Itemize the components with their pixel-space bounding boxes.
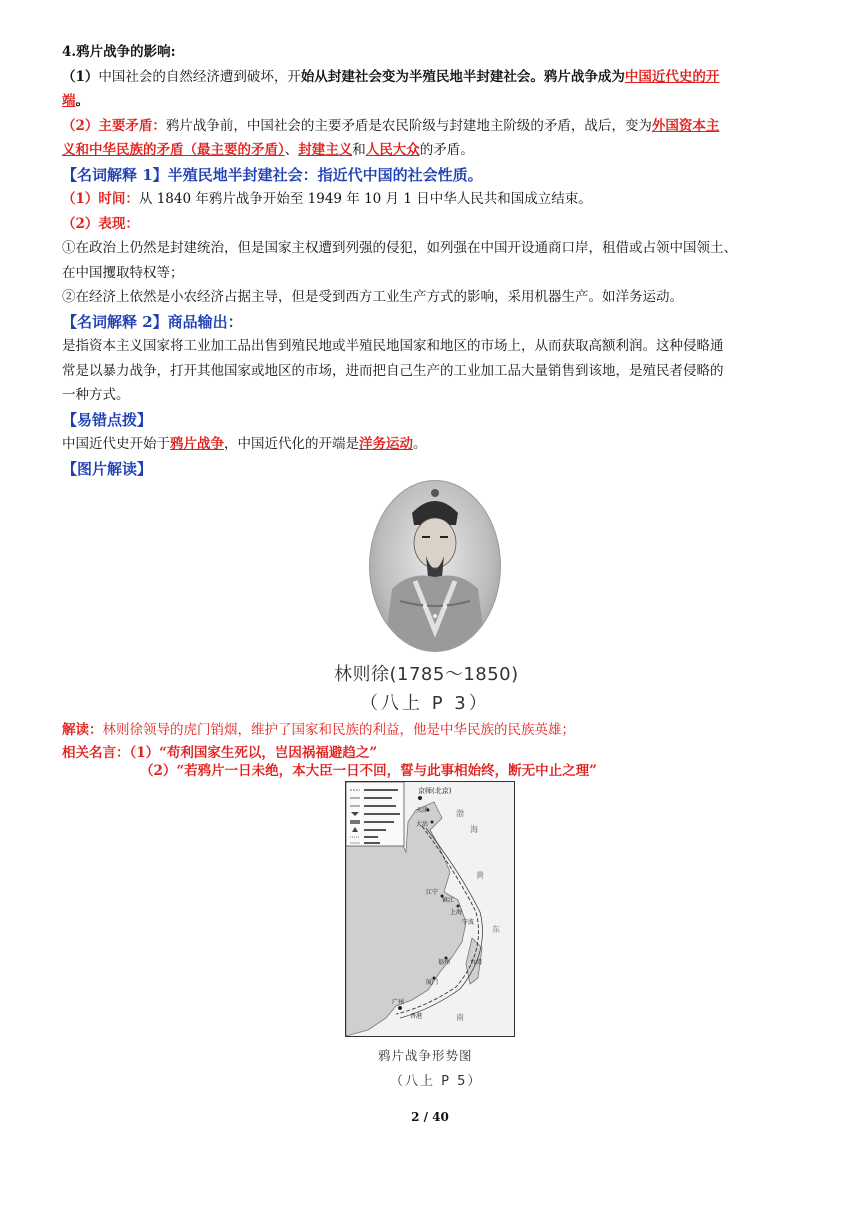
lin-zexu-portrait [369,480,501,652]
map-label-beijing: 京师(北京) [418,787,452,795]
map-drawing [346,782,514,1036]
portrait-figure [334,480,534,652]
map-label-sea1: 渤 [456,809,464,818]
map-label-dagu: 大沽 [416,821,429,828]
map-label-taiwan: 台湾 [470,959,483,966]
mistake-heading: 【易错点拨】 [62,410,153,429]
opium-war-map [345,781,515,1037]
map-label-ningbo: 宁波 [462,919,475,926]
figure-heading: 【图片解读】 [62,459,153,478]
term2-line2: 常是以暴力战争，打开其他国家或地区的市场，进而把自己生产的工业加工品大量销售到该地，是殖民者侵略的 [62,362,724,379]
map-label-fuzhou: 福州 [438,959,451,966]
term1-item1b: 在中国攫取特权等； [62,264,184,281]
impact-point-2: （2）主要矛盾：鸦片战争前，中国社会的主要矛盾是农民阶级与封建地主阶级的矛盾，战后，变为外国资本主 义和中华民族的矛盾（最主要的矛盾）、封建主义和人民大众的矛盾。 [62,117,720,158]
impact-point-1: （1）中国社会的自然经济遭到破坏，开始从封建社会变为半殖民地半封建社会。鸦片战争成为中国近代史的开 端。 [62,68,720,109]
portrait-drawing [370,481,500,651]
map-label-shanghai: 上海 [450,909,463,916]
term2-line1: 是指资本主义国家将工业加工品出售到殖民地或半殖民地国家和地区的市场上，从而获取高额利润。这种侵略通 [62,338,724,354]
term2-heading: 【名词解释 2】商品输出： [62,312,243,331]
map-label-hongkong: 香港 [410,1013,423,1020]
term1-show-label: （2）表现： [62,215,139,232]
map-source: （八上 P 5） [390,1074,483,1089]
document-body [62,40,804,481]
term2-line3: 一种方式。 [62,387,130,403]
map-label-jiangning: 江宁 [426,889,439,896]
portrait-source: （八上 P 3） [360,693,490,714]
map-caption: 鸦片战争形势图 [378,1048,473,1063]
map-label-sea3: 黄 [476,871,484,880]
map-label-sea5: 南 [456,1013,464,1022]
map-label-xiamen: 厦门 [426,979,439,986]
map-label-sea4: 东 [492,925,500,934]
page-number: 2 / 40 [411,1110,449,1124]
portrait-caption: 林则徐(1785～1850) [334,664,519,685]
term1-item2: ②在经济上依然是小农经济占据主导，但是受到西方工业生产方式的影响，采用机器生产。如洋务运动。 [62,289,683,305]
mistake-text: 中国近代史开始于鸦片战争，中国近代化的开端是洋务运动。 [62,436,427,452]
map-label-sea2: 海 [470,825,478,834]
term1-time: （1）时间：从 1840 年鸦片战争开始至 1949 年 10 月 1 日中华人民共和国成立结束。 [62,191,592,207]
term1-heading: 【名词解释 1】半殖民地半封建社会：指近代中国的社会性质。 [62,165,483,184]
term1-item1a: ①在政治上仍然是封建统治，但是国家主权遭到列强的侵犯，如列强在中国开设通商口岸，租借或占领中国领土、 [62,240,737,256]
interpretation-block: 解读：林则徐领导的虎门销烟，维护了国家和民族的利益，他是中华民族的民族英雄； 相关名言：（1）“苟利国家生死以，岂因祸福避趋之” [62,722,575,761]
section-title: 4.鸦片战争的影响: [62,44,176,60]
map-label-tianjin: 天津 [416,807,429,814]
map-label-zhenjiang: 镇江 [442,897,455,904]
quote-2: （2）“若鸦片一日未绝，本大臣一日不回，誓与此事相始终，断无中止之理” [140,763,597,779]
map-label-guangzhou: 广州 [392,999,405,1006]
